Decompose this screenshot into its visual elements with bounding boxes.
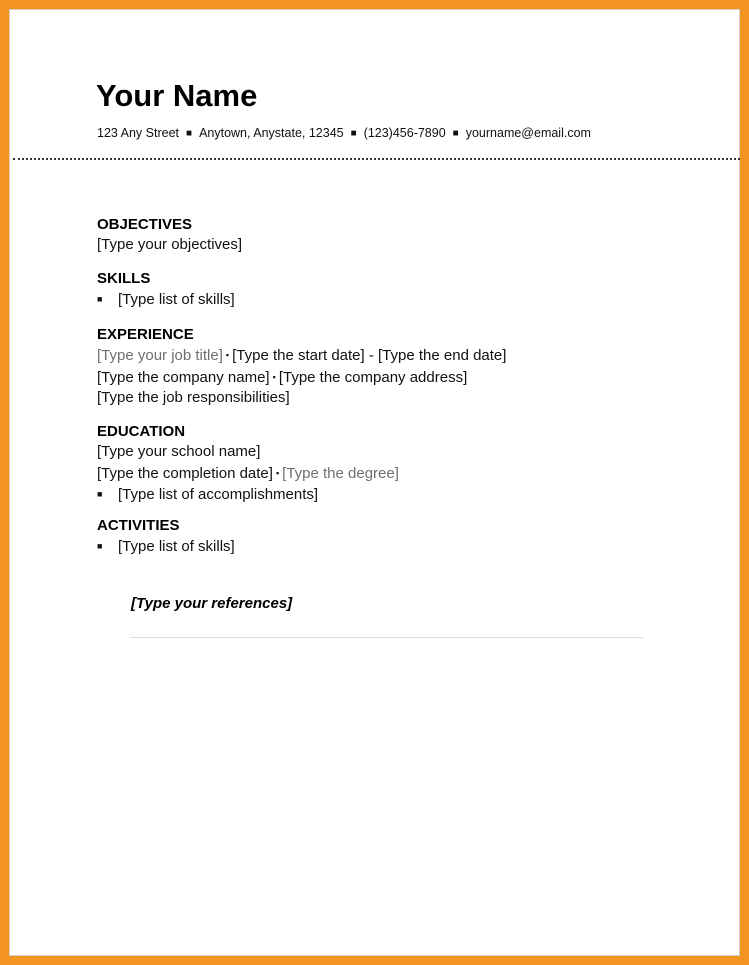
list-item[interactable] [97, 536, 697, 557]
experience-section [97, 325, 697, 409]
resume-page [9, 9, 740, 956]
education-heading: EDUCATION [97, 423, 186, 440]
contact-separator: ■ [350, 128, 357, 139]
bullet-icon: ■ [97, 541, 103, 551]
school-name[interactable]: [Type your school name] [97, 443, 261, 460]
header-divider [13, 158, 740, 160]
activities-item: [Type list of skills] [118, 538, 235, 555]
list-item[interactable] [97, 289, 697, 310]
job-title-line [97, 345, 697, 367]
job-responsibilities[interactable]: [Type the job responsibilities] [97, 389, 290, 406]
contact-separator: ■ [452, 128, 459, 139]
email-address[interactable]: yourname@email.com [465, 126, 591, 140]
skills-heading: SKILLS [97, 270, 151, 287]
city-state-zip[interactable]: Anytown, Anystate, 12345 [199, 126, 344, 140]
objectives-heading: OBJECTIVES [97, 216, 193, 233]
job-title[interactable]: [Type your job title] [97, 347, 223, 364]
education-section [97, 422, 697, 505]
degree[interactable]: [Type the degree] [282, 464, 399, 482]
objectives-text[interactable]: [Type your objectives] [97, 236, 243, 253]
inline-separator: ▪ [225, 350, 230, 360]
company-line [97, 367, 697, 389]
experience-heading: EXPERIENCE [97, 326, 194, 343]
activities-heading: ACTIVITIES [97, 517, 180, 534]
company-name[interactable]: [Type the company name] [97, 368, 270, 386]
skills-section [97, 269, 697, 310]
contact-line [97, 126, 591, 140]
list-item[interactable] [97, 484, 697, 505]
completion-line [97, 463, 697, 485]
completion-date[interactable]: [Type the completion date] [97, 464, 273, 482]
bullet-icon: ■ [97, 294, 103, 304]
job-dates[interactable]: [Type the start date] - [Type the end date] [232, 347, 507, 364]
contact-separator: ■ [186, 128, 193, 139]
objectives-section [97, 215, 697, 256]
resume-name[interactable]: Your Name [96, 78, 258, 113]
references-text[interactable]: [Type your references] [131, 595, 293, 612]
accomplishments-item: [Type list of accomplishments] [118, 486, 319, 503]
street-address[interactable]: 123 Any Street [97, 126, 180, 140]
activities-section [97, 516, 697, 557]
inline-separator: ▪ [275, 467, 280, 478]
bullet-icon: ■ [97, 489, 103, 499]
inline-separator: ▪ [272, 371, 276, 382]
phone-number[interactable]: (123)456-7890 [363, 126, 446, 140]
skills-item: [Type list of skills] [118, 291, 235, 308]
company-address[interactable]: [Type the company address] [278, 368, 468, 386]
references-rule [130, 637, 643, 638]
